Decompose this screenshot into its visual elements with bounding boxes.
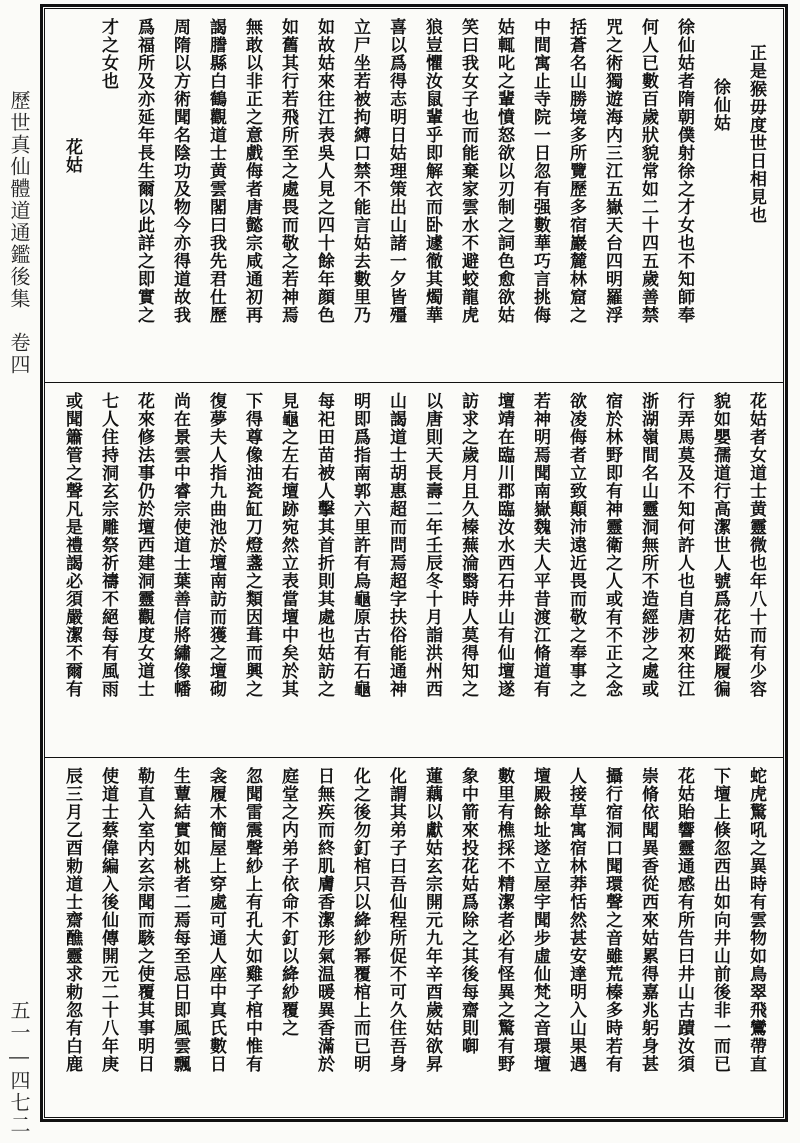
page-number: 五一―四七二 [7,1000,31,1136]
text-column: 訪求之歲月且久榛蕪淪翳時人莫得知之 [458,392,478,698]
text-column: 爲福所及亦延年長生爾以此詳之即實之 [134,18,154,324]
text-column: 明即爲指南郭六里許有烏龜原古有石龜 [350,392,370,698]
text-panel-2 [48,386,780,753]
text-column: 花姑者女道士黄靈微也年八十而有少容 [746,392,766,698]
text-column: 辰三月乙酉勅道士齋醮靈求勅忽有白鹿 [62,767,82,1073]
text-column: 復夢夫人指九曲池於壇南訪而獲之壇砌 [206,392,226,698]
text-column: 花姑 [62,138,82,174]
text-column: 貌如嬰孺道行高潔世人號爲花姑蹤履徧 [710,392,730,698]
text-column: 下得尊像油瓷缸刀燈盞之類因葺而興之 [242,392,262,698]
text-column: 使道士蔡偉編入後仙傳開元二十八年庚 [98,767,118,1073]
text-column: 笑曰我女子也而能棄家雲水不避蛟龍虎 [458,18,478,324]
text-column: 欲凌侮者立致顛沛遠近畏而敬之奉事之 [566,392,586,698]
text-column: 化之後勿釘棺只以絳紗幂覆棺上而已明 [350,767,370,1073]
text-column: 花姑貽響靈通感有所告曰井山古蹟汝須 [674,767,694,1073]
text-column: 如舊其行若飛所至之處畏而敬之若神焉 [278,18,298,324]
text-column: 下壇上倏忽西出如向井山前後非一而已 [710,767,730,1073]
book-title-margin: 歷世真仙體道通鑑後集 卷四 [7,90,31,376]
text-column: 崇脩依聞異香從西來姑累得嘉兆躬身甚 [638,767,658,1073]
text-column: 無敢以非正之意戲侮者唐懿宗咸通初再 [242,18,262,324]
text-column: 何人已數百歲狀貌常如二十四五歲善禁 [638,18,658,324]
text-column: 如故姑來往江表吳人見之四十餘年顔色 [314,18,334,324]
text-column: 正是猴毋度世日相見也 [746,44,766,224]
text-column: 壇殿餘址遂立屋宇聞步虛仙梵之音環壇 [530,767,550,1073]
text-column: 喜以爲得志明日姑理策出山諸一夕皆殭 [386,18,406,324]
text-column: 以唐則天長壽二年壬辰冬十月詣洪州西 [422,392,442,698]
text-column: 蓮藕以獻姑玄宗開元九年辛酉歲姑欲昇 [422,767,442,1073]
text-column: 山謁道士胡惠超而問焉超字扶俗能通神 [386,392,406,698]
text-column: 徐仙姑者隋朝僕射徐之才女也不知師奉 [674,18,694,324]
text-column: 中間寓止寺院一日忽有强數華巧言挑侮 [530,18,550,324]
text-column: 每祀田苗被人擊其首折則其處也姑訪之 [314,392,334,698]
text-column: 七人住持洞玄宗雕祭祈禱不絕每有風雨 [98,392,118,698]
text-column: 人接草寓宿林莽恬然甚安達明入山果遇 [566,767,586,1073]
text-column: 徐仙姑 [710,78,730,132]
text-column: 行弄馬莫及不知何許人也自唐初來往江 [674,392,694,698]
text-column: 尚在景雲中睿宗使道士葉善信將繡像幡 [170,392,190,698]
text-column: 庭堂之内弟子依命不釘以絳紗覆之 [278,767,298,1037]
text-column: 若神明焉聞南嶽魏夫人平昔渡江脩道有 [530,392,550,698]
text-column: 數里有樵採不精潔者必有怪異之驚有野 [494,767,514,1073]
text-column: 忽聞雷震聲紗上有孔大如雞子棺中惟有 [242,767,262,1073]
text-column: 攝行宿洞口聞環聲之音雖荒榛多時若有 [602,767,622,1073]
text-panel-1 [48,12,780,378]
text-column: 括蒼名山勝境多所覽歷多宿巖麓林窟之 [566,18,586,324]
text-column: 勒直入室内玄宗聞而駭之使覆其事明日 [134,767,154,1073]
text-column: 衾履木簡屋上穿處可通人座中真氏數日 [206,767,226,1073]
text-column: 日無疾而終肌膚香潔形氣温暖異香滿於 [314,767,334,1073]
text-panel-3 [48,761,780,1118]
text-column: 蛇虎驚吼之異時有雲物如鳥翠飛鸞帶直 [746,767,766,1073]
text-column: 咒之術獨遊海内三江五嶽天台四明羅浮 [602,18,622,324]
text-column: 浙湖嶺間名山靈洞無所不造經涉之處或 [638,392,658,698]
text-column: 姑輒叱之輩憤怒欲以刃制之詞色愈欲姑 [494,18,514,324]
text-column: 宿於林野即有神靈衛之人或有不正之念 [602,392,622,698]
text-column: 周隋以方術聞名陰功及物今亦得道故我 [170,18,190,324]
text-column: 生蕈結實如桃者二焉每至忌日即風雲飄 [170,767,190,1073]
text-column: 壇靖在臨川郡臨汝水西石井山有仙壇遂 [494,392,514,698]
text-column: 見龜之左右壇跡宛然立表當壇中矣於其 [278,392,298,698]
text-column: 立尸坐若被拘縛口禁不能言姑去數里乃 [350,18,370,324]
text-column: 才之女也 [98,18,118,90]
text-column: 象中箭來投花姑爲除之其後每齋則啣 [458,767,478,1055]
text-column: 花來修法事仍於壇西建洞靈觀度女道士 [134,392,154,698]
panel-divider-1 [44,382,784,383]
text-column: 或聞簫管之聲凡是禮謁必須嚴潔不爾有 [62,392,82,698]
text-column: 狼豈懼汝鼠輩乎即解衣而卧遽徹其燭華 [422,18,442,324]
text-column: 謁謄縣白鶴觀道士黄雲閣曰我先君仕歷 [206,18,226,324]
text-column: 化謂其弟子曰吾仙程所促不可久住吾身 [386,767,406,1073]
panel-divider-2 [44,757,784,758]
